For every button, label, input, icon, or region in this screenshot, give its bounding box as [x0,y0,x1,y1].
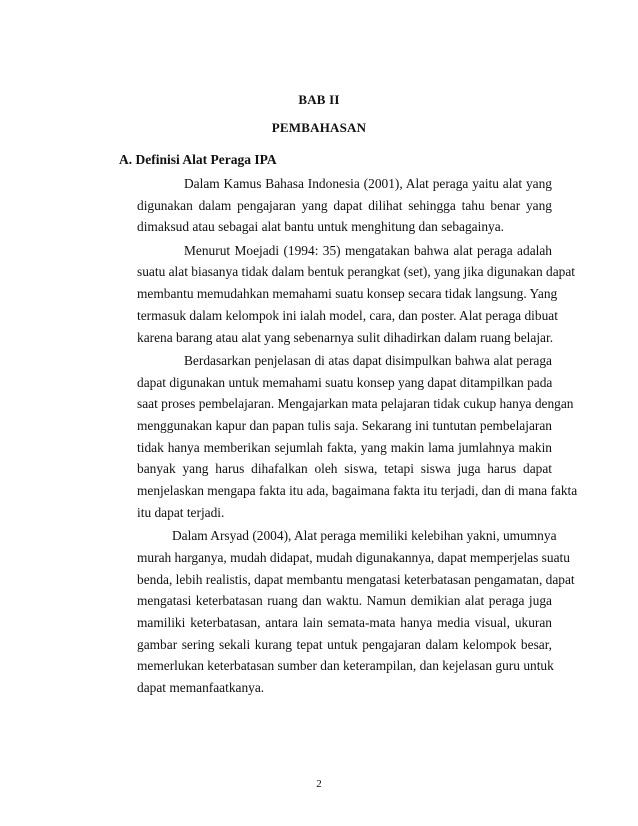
section-heading: A. Definisi Alat Peraga IPA [119,152,277,167]
text-line: itu dapat terjadi. [137,505,225,520]
text-line: menjelaskan mengapa fakta itu ada, bagaimana fakta itu terjadi, dan di mana fakta [137,483,578,498]
text-line: benda, lebih realistis, dapat membantu mengatasi keterbatasan pengamatan, dapat [137,572,575,587]
text-line: Berdasarkan penjelasan di atas dapat disimpulkan bahwa alat peraga [184,353,552,368]
text-line: memerlukan keterbatasan sumber dan keterampilan, dan kejelasan guru untuk [137,658,554,673]
text-line: termasuk dalam kelompok ini ialah model, cara, dan poster. Alat peraga dibuat [137,308,558,323]
text-line: mamiliki keterbatasan, antara lain semata-mata hanya media visual, ukuran [137,615,552,630]
text-line: digunakan dalam pengajaran yang dapat dilihat sehingga tahu benar yang [137,198,552,213]
text-line: saat proses pembelajaran. Mengajarkan mata pelajaran tidak cukup hanya dengan [137,396,574,411]
text-line: karena barang atau alat yang sebenarnya sulit dihadirkan dalam ruang belajar. [137,330,554,345]
text-line: Dalam Arsyad (2004), Alat peraga memiliki kelebihan yakni, umumnya [172,528,557,543]
text-line: banyak yang harus dihafalkan oleh siswa, tetapi siswa juga harus dapat [137,461,552,476]
chapter-label: BAB II [298,92,340,107]
text-line: Menurut Moejadi (1994: 35) mengatakan bahwa alat peraga adalah [184,243,552,258]
text-line: murah harganya, mudah didapat, mudah digunakannya, dapat memperjelas suatu [137,550,570,565]
text-line: mengatasi keterbatasan ruang dan waktu. Namun demikian alat peraga juga [137,593,552,608]
text-line: Dalam Kamus Bahasa Indonesia (2001), Alat peraga yaitu alat yang [184,176,552,191]
text-line: dapat digunakan untuk memahami suatu konsep yang dapat ditampilkan pada [137,375,553,390]
chapter-title: PEMBAHASAN [271,120,367,135]
text-line: dapat memanfaatkanya. [137,680,265,695]
text-line: suatu alat biasanya tidak dalam bentuk perangkat (set), yang jika digunakan dapat [137,264,576,279]
text-line: tidak hanya memberikan sejumlah fakta, yang makin lama jumlahnya makin [137,440,552,455]
text-line: menggunakan kapur dan papan tulis saja. Sekarang ini tuntutan pembelajaran [137,418,552,433]
text-line: gambar sering sekali kurang tepat untuk pengajaran dalam kelompok besar, [137,637,552,652]
text-line: dimaksud atau sebagai alat bantu untuk menghitung dan sebagainya. [137,219,505,234]
page-number: 2 [316,778,322,790]
text-line: membantu memudahkan memahami suatu konsep secara tidak langsung. Yang [137,286,558,301]
